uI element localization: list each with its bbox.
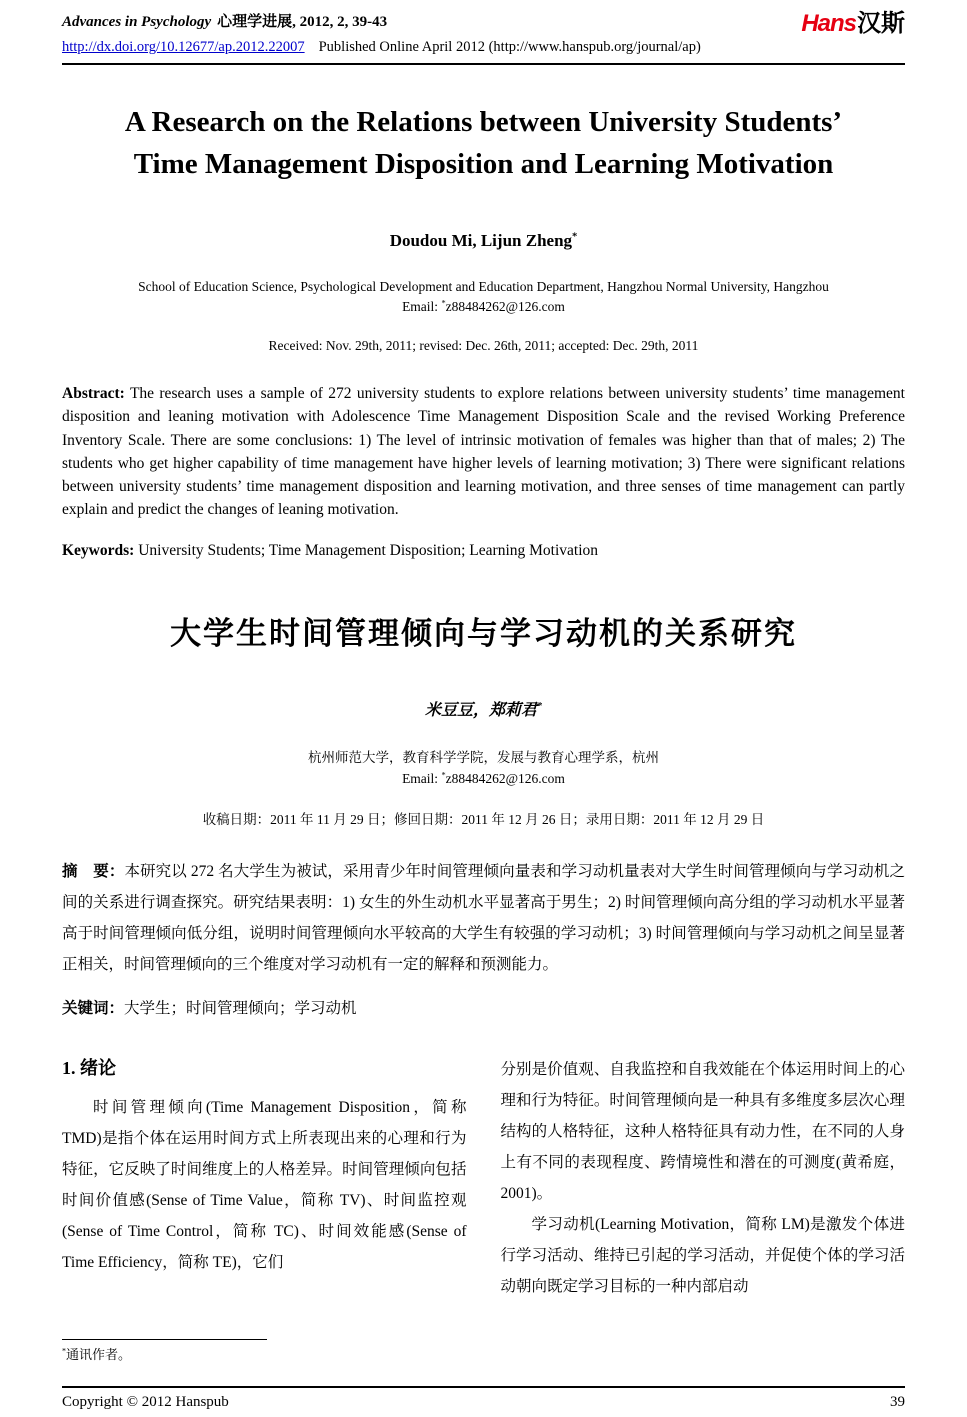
footer-divider: [62, 1386, 905, 1388]
abstract-cn: [62, 856, 905, 980]
hans-logo-en: Hans: [801, 10, 856, 37]
abstract-cn-label: 摘 要：: [62, 862, 125, 880]
paper-title-en-line2: Time Management Disposition and Learning Motivation: [133, 148, 834, 181]
section-1-left-paragraph: 时间管理倾向(Time Management Disposition，简称 TMD)是指个体在运用时间方式上所表现出来的心理和行为特征，它反映了时间维度上的人格差异。时间管理倾向包括时间价值感(Sense of Time Value，简称 TV)、时间监控观(Sense of Time Control，简称 TC)、时间效能感(Sense of Time Efficiency，简称 TE)，它们: [62, 1098, 467, 1271]
keywords-cn-text: 大学生；时间管理倾向；学习动机: [124, 999, 357, 1017]
footnote-star: *: [62, 1346, 67, 1356]
dates-en: Received: Nov. 29th, 2011; revised: Dec. 26th, 2011; accepted: Dec. 29th, 2011: [268, 338, 699, 354]
copyright-text: Copyright © 2012 Hanspub: [62, 1394, 229, 1410]
doi-link[interactable]: http://dx.doi.org/10.12677/ap.2012.22007: [62, 39, 305, 55]
paper-title-cn: 大学生时间管理倾向与学习动机的关系研究: [170, 615, 797, 651]
keywords-en: [62, 542, 905, 560]
page-number: 39: [890, 1394, 905, 1410]
dates-cn: 收稿日期：2011 年 11 月 29 日；修回日期：2011 年 12 月 26 日；录用日期：2011 年 12 月 29 日: [202, 811, 765, 827]
footnote-divider: [62, 1339, 267, 1340]
journal-name: Advances in Psychology: [62, 14, 212, 30]
affiliation-cn: [62, 748, 905, 790]
email-star-cn: *: [441, 770, 446, 780]
authors-cn-names: 米豆豆，郑莉君: [425, 701, 538, 719]
email-line-cn: [62, 769, 905, 790]
two-column-body: [62, 1054, 905, 1302]
keywords-cn-label: 关键词：: [62, 999, 125, 1017]
paper-title-en: [62, 101, 905, 185]
affiliation-cn-text: 杭州师范大学，教育科学学院，发展与教育心理学系，杭州: [308, 749, 659, 765]
header-divider: [62, 63, 905, 65]
hans-logo-cn: 汉斯: [857, 10, 905, 37]
authors-en: [62, 231, 905, 251]
keywords-en-label: Keywords:: [62, 541, 135, 559]
authors-en-corresponding-star: *: [572, 231, 578, 243]
right-column: [501, 1054, 906, 1302]
hans-logo: [801, 12, 905, 36]
email-label-cn: Email:: [402, 770, 439, 786]
abstract-en: [62, 382, 905, 522]
affiliation-en-text: School of Education Science, Psychological Development and Education Department, Hangzhou Normal University, Hangzhou: [138, 279, 829, 295]
affiliation-en: [62, 277, 905, 316]
keywords-en-text: University Students; Time Management Disposition; Learning Motivation: [138, 541, 599, 559]
authors-en-names: Doudou Mi, Lijun Zheng: [389, 231, 573, 251]
abstract-cn-text: 本研究以 272 名大学生为被试，采用青少年时间管理倾向量表和学习动机量表对大学生时间管理倾向与学习动机之间的关系进行调查探究。研究结果表明：1) 女生的外生动机水平显著高于男生；2) 时间管理倾向高分组的学习动机水平显著高于时间管理倾向低分组，说明时间管理倾向水平较高的大学生有较强的学习动机；3) 时间管理倾向与学习动机之间呈显著正相关，时间管理倾向的三个维度对学习动机有一定的解释和预测能力。: [62, 862, 905, 973]
journal-citation: [62, 10, 387, 31]
section-1-right-paragraph-2: 学习动机(Learning Motivation，简称 LM)是激发个体进行学习活动、维持已引起的学习活动，并促使个体的学习活动朝向既定学习目标的一种内部启动: [500, 1215, 905, 1295]
keywords-cn: [62, 996, 905, 1018]
abstract-en-text: The research uses a sample of 272 university students to explore relations between university students’ time management disposition and leaning motivation with Adolescence Time Management Disposition Scale and the revised Working Preference Inventory Scale. There are some conclusions: 1) The level of intrinsic motivation of females was higher than that of males; 2) The students who get higher capability of time management have higher levels of learning motivation; 3) There were significant relations between university students’ time management disposition and learning motivation, and three senses of time management can partly explain and predict the changes of leaning motivation.: [62, 385, 905, 519]
footnote-text: 通讯作者。: [66, 1347, 132, 1362]
abstract-en-label: Abstract:: [62, 385, 125, 403]
authors-cn-corresponding-star: *: [537, 700, 542, 712]
page-footer: [62, 1386, 905, 1411]
left-column: [62, 1054, 467, 1302]
published-online-text: Published Online April 2012 (http://www.hanspub.org/journal/ap): [318, 39, 701, 55]
email-label: Email:: [402, 298, 439, 314]
authors-cn: [62, 697, 905, 720]
email-line-en: [62, 297, 905, 317]
paper-title-en-line1: A Research on the Relations between University Students’: [124, 106, 843, 138]
section-1-heading: 1. 绪论: [62, 1057, 116, 1078]
section-1-right-paragraph-1: 分别是价值观、自我监控和自我效能在个体运用时间上的心理和行为特征。时间管理倾向是一种具有多维度多层次心理结构的人格特征，这种人格特征具有动力性，在不同的人身上有不同的表现程度、跨情境性和潜在的可测度(黄希庭，2001)。: [500, 1060, 905, 1202]
journal-header: [62, 10, 905, 65]
journal-issue: 心理学进展, 2012, 2, 39-43: [217, 14, 388, 30]
footnote-text-line: [62, 1344, 267, 1363]
email-address-cn: z88484262@126.com: [445, 770, 565, 786]
journal-header-top: [62, 10, 905, 36]
corresponding-author-footnote: [62, 1339, 267, 1363]
email-star: *: [441, 298, 446, 308]
doi-line: [62, 39, 905, 56]
email-address: z88484262@126.com: [445, 298, 565, 314]
footer-row: [62, 1394, 905, 1411]
